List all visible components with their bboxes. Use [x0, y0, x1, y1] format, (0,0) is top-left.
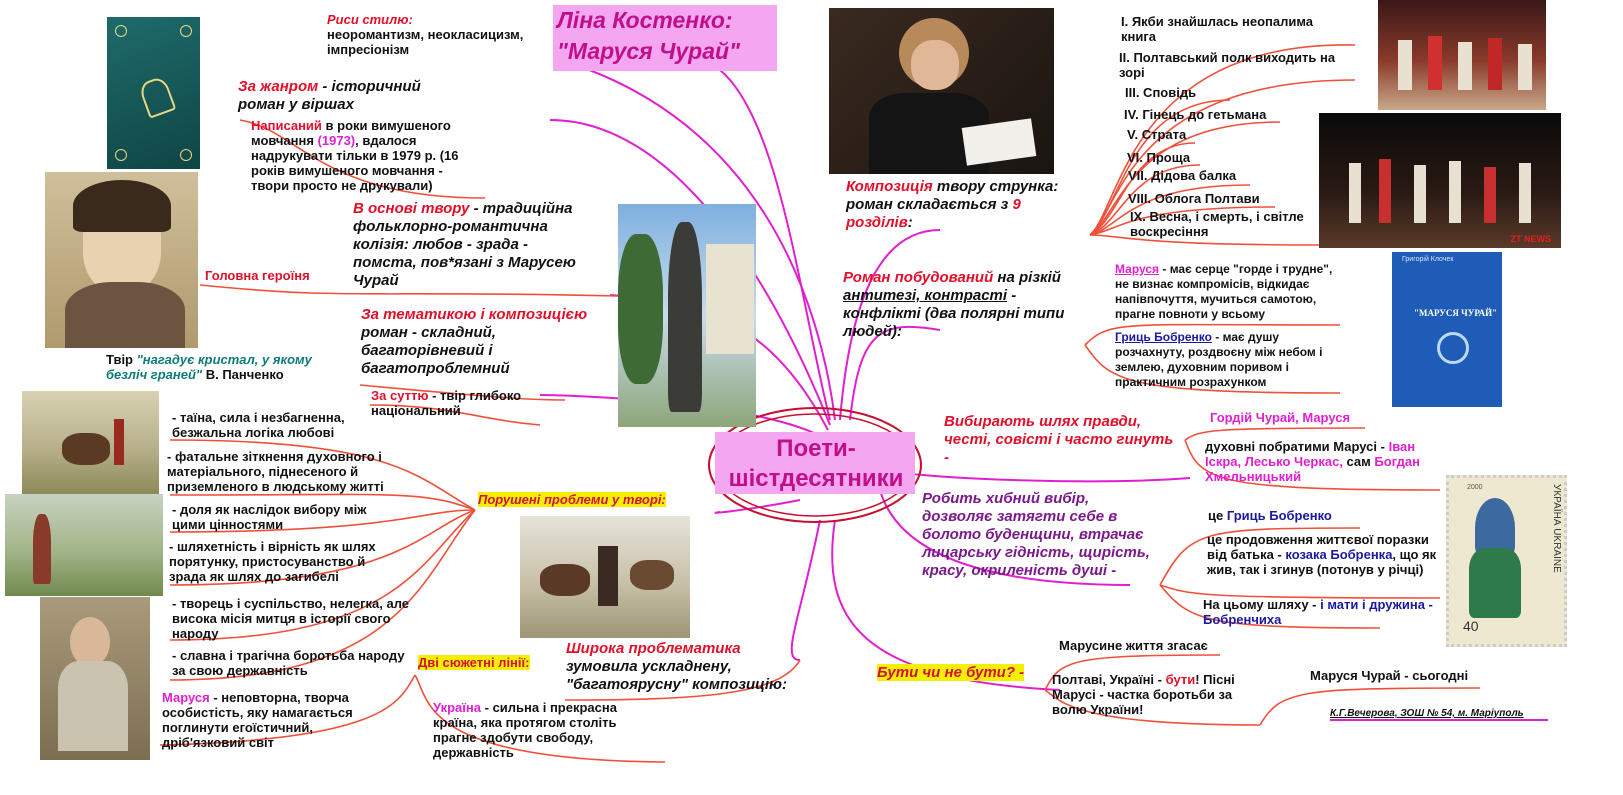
statue-image: [618, 204, 756, 427]
style-label: Риси стилю:: [327, 12, 413, 27]
wide-text: зумовила ускладнену, "багатоярусну" композицію:: [566, 658, 787, 693]
wide-block: [566, 640, 806, 694]
genre-block: [238, 78, 468, 114]
grits-type-name: Гриць Бобренко: [1115, 330, 1212, 344]
wrong-b: Гриць Бобренко: [1226, 508, 1332, 523]
wrong-g: і мати і дружина - Бобренчиха: [1203, 597, 1433, 627]
wrong-family-block: [1203, 597, 1443, 627]
essence-label: За суттю: [371, 388, 429, 403]
antithesis-block: [843, 269, 1078, 341]
problem-2: - фатальне зіткнення духовного і матеріального, піднесеного й приземленого в людському житті: [167, 449, 384, 494]
theater-scene-top-image: [1378, 0, 1546, 110]
wrong-label: Робить хибний вибір, дозволяє затягти себе в болото буденщини, втрачає лицарську гідність, щирість, красу, окриленість душі -: [922, 490, 1150, 579]
basis-text: - традиційна фольклорно-романтична колізія: любов - зрада - помста, пов*язані з Марусею Чурай: [353, 200, 576, 289]
genre-label: За жанром: [238, 78, 319, 95]
plots-label: [418, 655, 530, 670]
author-credit: К.Г.Вечерова, ЗОШ № 54, м. Маріуполь: [1330, 708, 1524, 719]
truth-label: Вибирають шлях правди, честі, совісті і часто гинуть -: [944, 413, 1174, 466]
marusia-type-block: [1115, 262, 1345, 322]
brothers-c: сам: [1342, 454, 1375, 469]
be-poltava-block: [1052, 672, 1257, 717]
be-label: [877, 664, 1024, 682]
chapter-3: III. Сповідь: [1125, 85, 1197, 100]
written-label: Написаний: [251, 118, 322, 133]
composition-label: Композиція: [846, 178, 933, 195]
be-d: ! Пісні Марусі - частка боротьби за волю України!: [1052, 672, 1235, 717]
theme-label: За тематикою і композицією: [361, 306, 588, 323]
portrait-marusia-image: [45, 172, 198, 348]
antithesis-text-b: - конфлікті (два полярні типи людей):: [843, 287, 1065, 340]
page-title: Ліна Костенко: "Маруся Чурай": [553, 5, 777, 71]
center-node-label: Поети-шістдесятники: [728, 435, 904, 492]
be-c: бути: [1165, 672, 1196, 687]
basis-label: В основі твору: [353, 200, 470, 217]
chapter-4: IV. Гінець до гетьмана: [1124, 107, 1267, 122]
postage-stamp-image: [1446, 475, 1567, 647]
wrong-father-block: [1207, 532, 1442, 577]
problem-1: - таїна, сила і незбагненна, безжальна логіка любові: [172, 410, 345, 440]
chapter-7: VII. Дідова балка: [1128, 168, 1237, 183]
marusia-plot-name: Маруся: [162, 690, 210, 705]
written-block: [251, 118, 481, 193]
basis-block: [353, 200, 593, 290]
wrong-e: , що як жив, так і згинув (потонув у річці): [1207, 547, 1437, 577]
genre-text: - історичний роман у віршах: [238, 78, 421, 113]
essence-text: - твір глибоко національний: [371, 388, 522, 418]
theme-text: роман - складний, багаторівневий і багатопроблемний: [361, 324, 510, 377]
quote-text: "нагадує кристал, у якому безліч граней": [106, 352, 312, 382]
chapter-1: I. Якби знайшлась неопалима книга: [1121, 14, 1314, 44]
wrong-f: На цьому шляху -: [1203, 597, 1321, 612]
plots-label-text: Дві сюжетні лінії:: [418, 655, 530, 670]
stamp-year: 2000: [1467, 484, 1483, 491]
composition-text-b: :: [907, 214, 913, 231]
be-label-text: Бути чи не бути? -: [877, 664, 1025, 681]
wrong-c: це продовження життєвої поразки від батька -: [1207, 532, 1429, 562]
be-b: Полтаві, Україні -: [1052, 672, 1166, 687]
grits-type-text: - має душу розчахнуту, роздвоєну між небом і землею, духовним поривом і практичним розрахунком: [1115, 330, 1323, 389]
problem-6: - славна і трагічна боротьба народу за свою державність: [172, 648, 405, 678]
chapter-9: IX. Весна, і смерть, і світле воскресіння: [1130, 209, 1304, 239]
stamp-value: 40: [1463, 618, 1479, 634]
wide-label: Широка проблематика: [566, 640, 741, 657]
marusia-plot-text: - неповторна, творча особистість, яку намагається поглинути егоїстичний, дріб'язковий світ: [162, 690, 353, 750]
painting-cossack-horse-image: [22, 391, 159, 494]
painting-girl-field-image: [5, 494, 163, 596]
essence-block: [371, 388, 561, 418]
painting-girl-bench-image: [40, 597, 150, 760]
composition-text-a: твору струнка: роман складається з: [846, 178, 1059, 213]
composition-count: 9 розділів: [846, 196, 1021, 231]
written-text-b: , вдалося надрукувати тільки в 1979 р. (16 років вимушеного мовчання - твори просто не друкували): [251, 133, 459, 193]
ukraine-plot-block: [433, 700, 643, 760]
book-cover-blue-image: [1392, 252, 1502, 407]
chapter-5: V. Страта: [1127, 127, 1187, 142]
problems-label: [478, 492, 666, 507]
ukraine-plot-text: - сильна і прекрасна країна, яка протягом століть прагне здобути свободу, державність: [433, 700, 617, 760]
book-blue-title: "МАРУСЯ ЧУРАЙ": [1414, 308, 1498, 318]
problem-5: - творець і суспільство, нелегка, але висока місія митця в історії свого народу: [172, 596, 410, 641]
wrong-d: козака Бобренка: [1285, 547, 1393, 562]
problems-label-text: Порушені проблеми у творі:: [478, 492, 666, 507]
marusia-type-text: - має серце "горде і трудне", не визнає компромісів, відкидає напівпочуття, мучиться самотою, прагне повноти у всьому: [1115, 262, 1333, 321]
be-fading: Марусине життя згасає: [1059, 638, 1208, 653]
ukraine-plot-name: Україна: [433, 700, 482, 715]
brothers-a: духовні побратими Марусі -: [1205, 439, 1389, 454]
news-logo: ZT NEWS: [1510, 234, 1551, 244]
brothers-d: Богдан Хмельницький: [1205, 454, 1420, 484]
theater-scene-news-image: [1319, 113, 1561, 248]
antithesis-underline: антитезі, контрасті: [843, 287, 1008, 304]
written-year: (1973): [317, 133, 356, 148]
chapter-2: II. Полтавський полк виходить на зорі: [1119, 50, 1336, 80]
wrong-name-block: [1208, 508, 1332, 523]
brothers-block: [1205, 439, 1445, 484]
antithesis-label: Роман побудований: [843, 269, 994, 286]
marusia-type-name: Маруся: [1115, 262, 1160, 276]
wrong-a: це: [1208, 508, 1227, 523]
antithesis-text-a: на різкій: [993, 269, 1061, 286]
theme-block: [361, 306, 596, 378]
chapter-6: VI. Проща: [1127, 150, 1191, 165]
stamp-country: УКРАЇНА UKRAINE: [1551, 484, 1562, 573]
heroine-label: Головна героїня: [205, 268, 310, 283]
quote-block: [106, 352, 336, 382]
grits-type-block: [1115, 330, 1345, 390]
style-text: неоромантизм, неокласицизм, імпресіонізм: [327, 27, 524, 57]
book-blue-author: Григорій Клочек: [1402, 256, 1454, 263]
problem-4: - шляхетність і вірність як шлях порятунку, пристосуванство й зрада як шлях до загибелі: [169, 539, 376, 584]
painting-cossacks-steppe-image: [520, 516, 690, 638]
truth-names: Гордій Чурай, Маруся: [1210, 410, 1351, 425]
book-cover-image: [107, 17, 200, 169]
brothers-b: Іван Іскра, Лесько Черкас,: [1205, 439, 1416, 469]
chapter-8: VIII. Облога Полтави: [1128, 191, 1260, 206]
style-block: [327, 12, 557, 57]
today-label: Маруся Чурай - сьогодні: [1310, 668, 1469, 683]
problem-3: - доля як наслідок вибору між цими цінностями: [172, 502, 367, 532]
author-photo-image: [829, 8, 1054, 174]
marusia-plot-block: [162, 690, 387, 750]
quote-author: В. Панченко: [202, 367, 284, 382]
composition-block: [846, 178, 1081, 232]
quote-prefix: Твір: [106, 352, 137, 367]
written-text-a: в роки вимушеного мовчання: [251, 118, 451, 148]
